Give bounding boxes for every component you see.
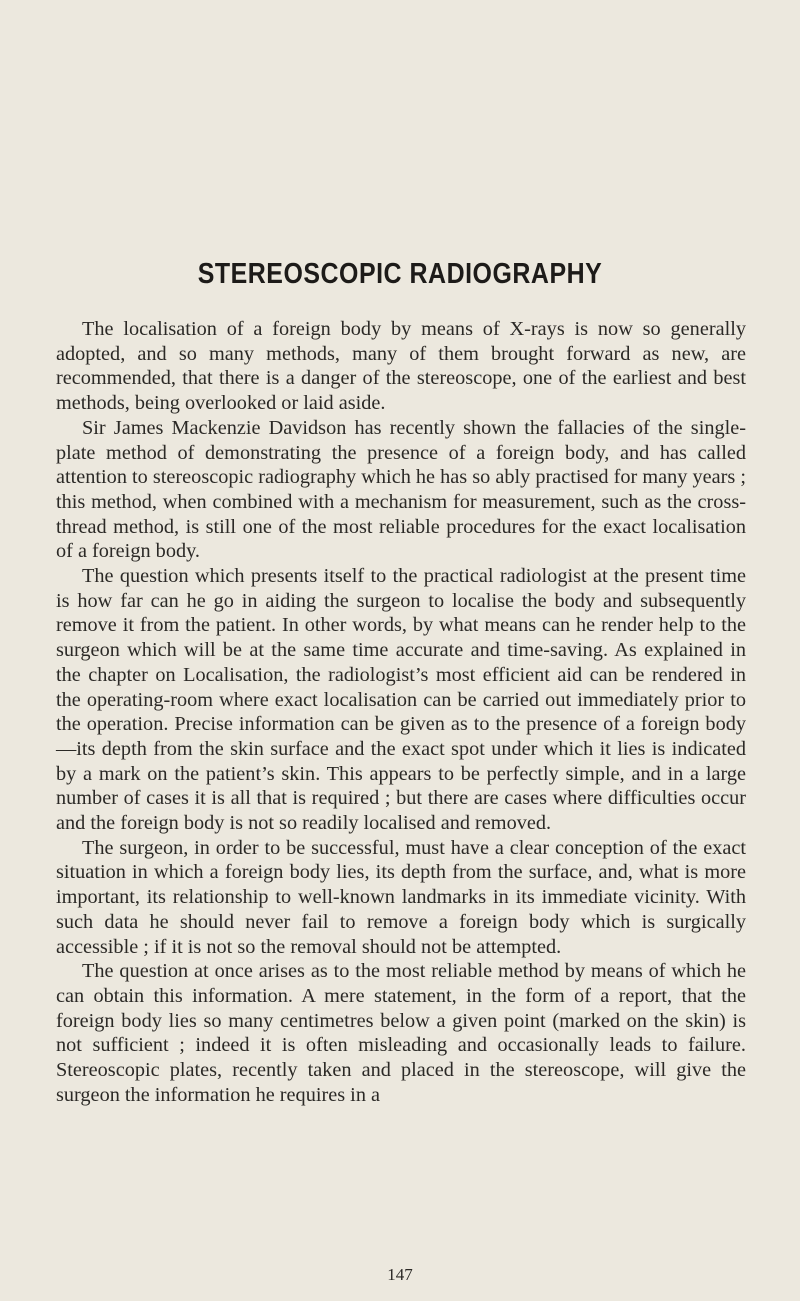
- paragraph: The surgeon, in order to be successful, must have a clear conception of the exact situation in which a foreign body lies, its depth from the surface, and, what is more important, its relationship to well-known landmarks in its immediate vicinity. With such data he should never fail to remove a foreign body which is surgically accessible ; if it is not so the removal should not be attempted.: [56, 836, 746, 958]
- paragraph: Sir James Mackenzie Davidson has recently shown the fallacies of the single-plate method of demonstrating the presence of a foreign body, and has called attention to stereoscopic radiography which he has so ably practised for many years ; this method, when combined with a mechanism for measurement, such as the cross-thread method, is still one of the most reliable procedures for the exact localisation of a foreign body.: [56, 416, 746, 563]
- paragraph: The localisation of a foreign body by means of X-rays is now so generally adopted, and so many methods, many of them brought forward as new, are recommended, that there is a danger of the stereoscope, one of the earliest and best methods, being overlooked or laid aside.: [56, 318, 746, 415]
- paragraph: The question which presents itself to the practical radiologist at the present time is how far can he go in aiding the surgeon to localise the body and subsequently remove it from the patient. In other words, by what means can he render help to the surgeon which will be at the same time accurate and time-saving. As explained in the chapter on Localisation, the radiologist’s most efficient aid can be rendered in the operating-room where exact localisation can be carried out immediately prior to the operation. Precise information can be given as to the presence of a foreign body—its depth from the skin surface and the exact spot under which it lies is indicated by a mark on the patient’s skin. This appears to be perfectly simple, and in a large number of cases it is all that is required ; but there are cases where difficulties occur and the foreign body is not so readily localised and removed.: [56, 565, 746, 835]
- body-text: [56, 317, 746, 1108]
- paragraph: The question at once arises as to the most reliable method by means of which he can obtain this information. A mere statement, in the form of a report, that the foreign body lies so many centimetres below a given point (marked on the skin) is not sufficient ; indeed it is often misleading and occasionally leads to failure. Stereoscopic plates, recently taken and placed in the stereoscope, will give the surgeon the information he requires in a: [56, 960, 746, 1106]
- page-number: 147: [387, 1265, 413, 1284]
- chapter-title: STEREOSCOPIC RADIOGRAPHY: [197, 258, 603, 290]
